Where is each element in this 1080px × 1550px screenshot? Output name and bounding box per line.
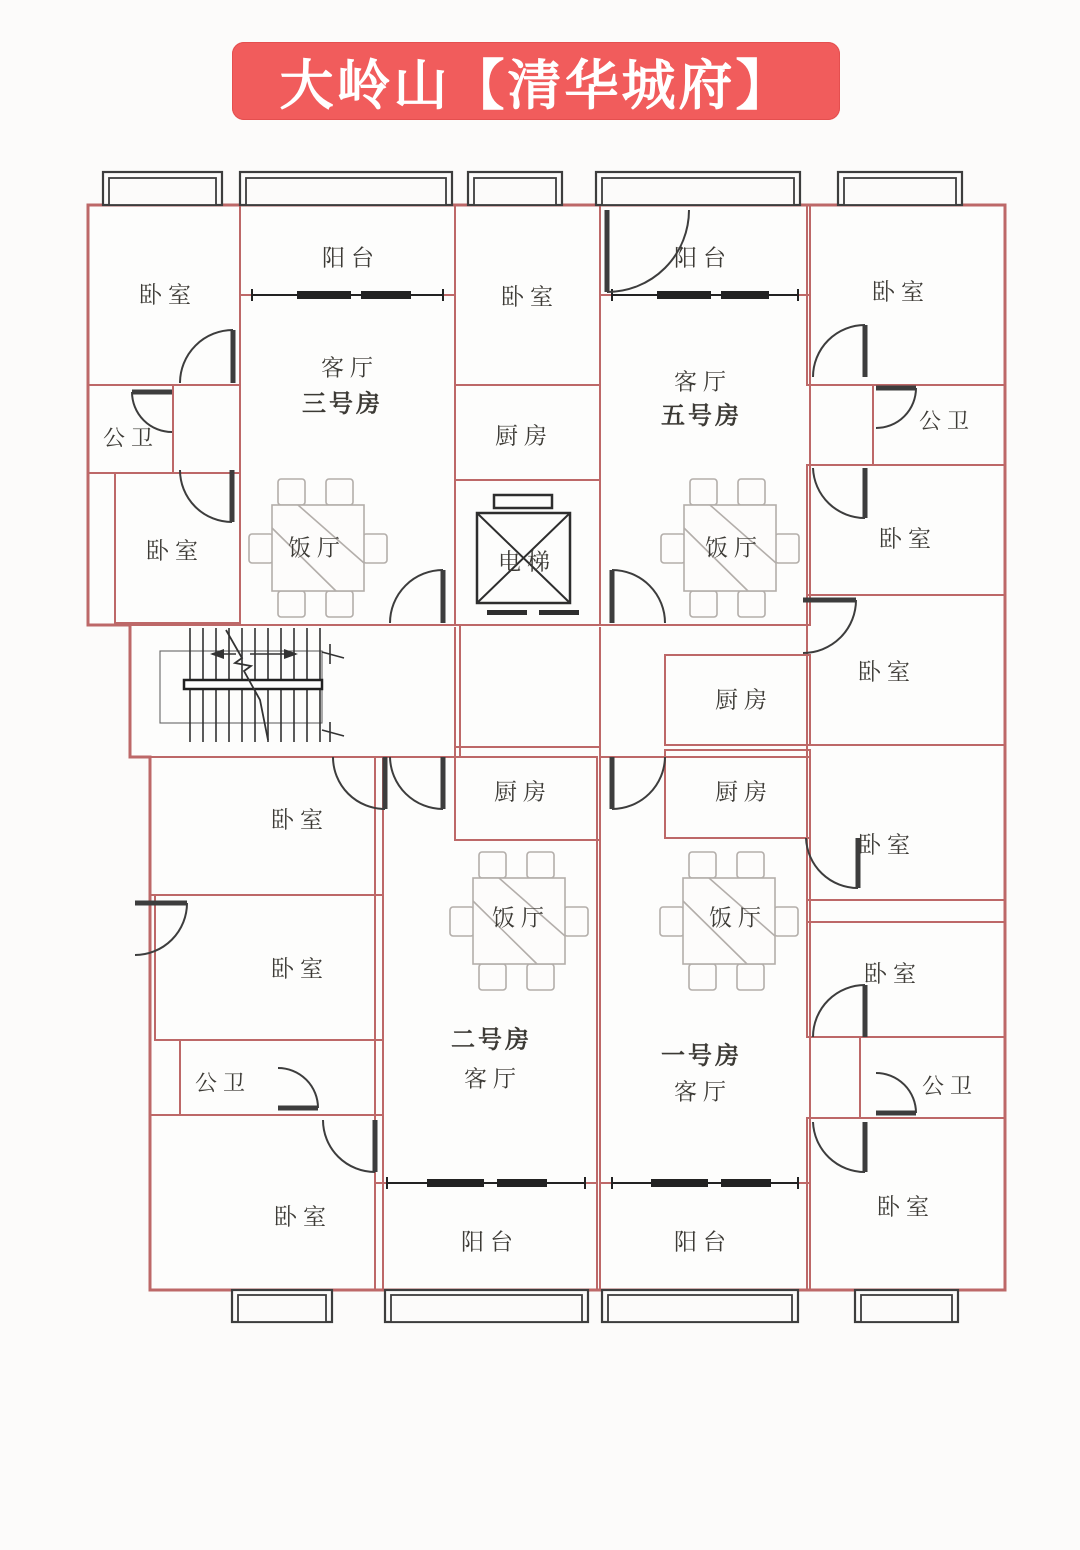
- room-label-dining-unit1: 饭厅: [709, 905, 767, 931]
- unit-label-1: 一号房: [661, 1043, 742, 1070]
- room-label-bedroom-right-3: 卧室: [858, 659, 916, 685]
- room-label-bath-left: 公卫: [102, 425, 160, 451]
- room-label-bedroom-right-4: 卧室: [858, 832, 916, 858]
- room-label-living-unit1: 客厅: [674, 1079, 732, 1105]
- room-label-kitchen-unit2: 厨房: [494, 779, 552, 805]
- room-label-bedroom-bottom-left-1: 卧室: [271, 807, 329, 833]
- room-label-bath-bottom-right: 公卫: [921, 1073, 979, 1099]
- room-label-bedroom-bottom-left-3: 卧室: [274, 1204, 332, 1230]
- room-label-bedroom-right-2: 卧室: [879, 526, 937, 552]
- unit-label-2: 二号房: [451, 1027, 532, 1054]
- room-label-elevator: 电梯: [498, 549, 556, 575]
- room-label-living-unit5: 客厅: [674, 369, 732, 395]
- room-label-dining-unit2: 饭厅: [492, 905, 550, 931]
- room-label-bath-bottom-left: 公卫: [194, 1070, 252, 1096]
- room-label-balcony-bottom-left: 阳台: [461, 1229, 519, 1255]
- room-label-bedroom-top-left: 卧室: [139, 282, 197, 308]
- room-label-living-unit2: 客厅: [464, 1066, 522, 1092]
- room-label-bedroom-bottom-right-1: 卧室: [864, 961, 922, 987]
- room-label-dining-unit5: 饭厅: [705, 535, 763, 561]
- room-label-balcony-top-right: 阳台: [674, 245, 732, 271]
- room-label-kitchen-center: 厨房: [495, 423, 553, 449]
- room-label-balcony-bottom-right: 阳台: [674, 1229, 732, 1255]
- unit-label-3: 三号房: [302, 391, 383, 418]
- room-label-bath-right: 公卫: [918, 408, 976, 434]
- room-label-balcony-top-left: 阳台: [322, 245, 380, 271]
- room-label-dining-unit3: 饭厅: [288, 535, 346, 561]
- room-label-bedroom-bottom-right-3: 卧室: [877, 1194, 935, 1220]
- room-label-bedroom-left-2: 卧室: [146, 538, 204, 564]
- room-label-kitchen-unit5: 厨房: [715, 687, 773, 713]
- room-label-living-unit3: 客厅: [321, 355, 379, 381]
- room-label-kitchen-unit1: 厨房: [715, 779, 773, 805]
- room-label-bedroom-bottom-left-2: 卧室: [271, 956, 329, 982]
- room-label-bedroom-top-right: 卧室: [872, 279, 930, 305]
- page-title: 大岭山【清华城府】: [279, 55, 793, 116]
- unit-label-5: 五号房: [661, 403, 742, 430]
- room-label-bedroom-top-center: 卧室: [501, 284, 559, 310]
